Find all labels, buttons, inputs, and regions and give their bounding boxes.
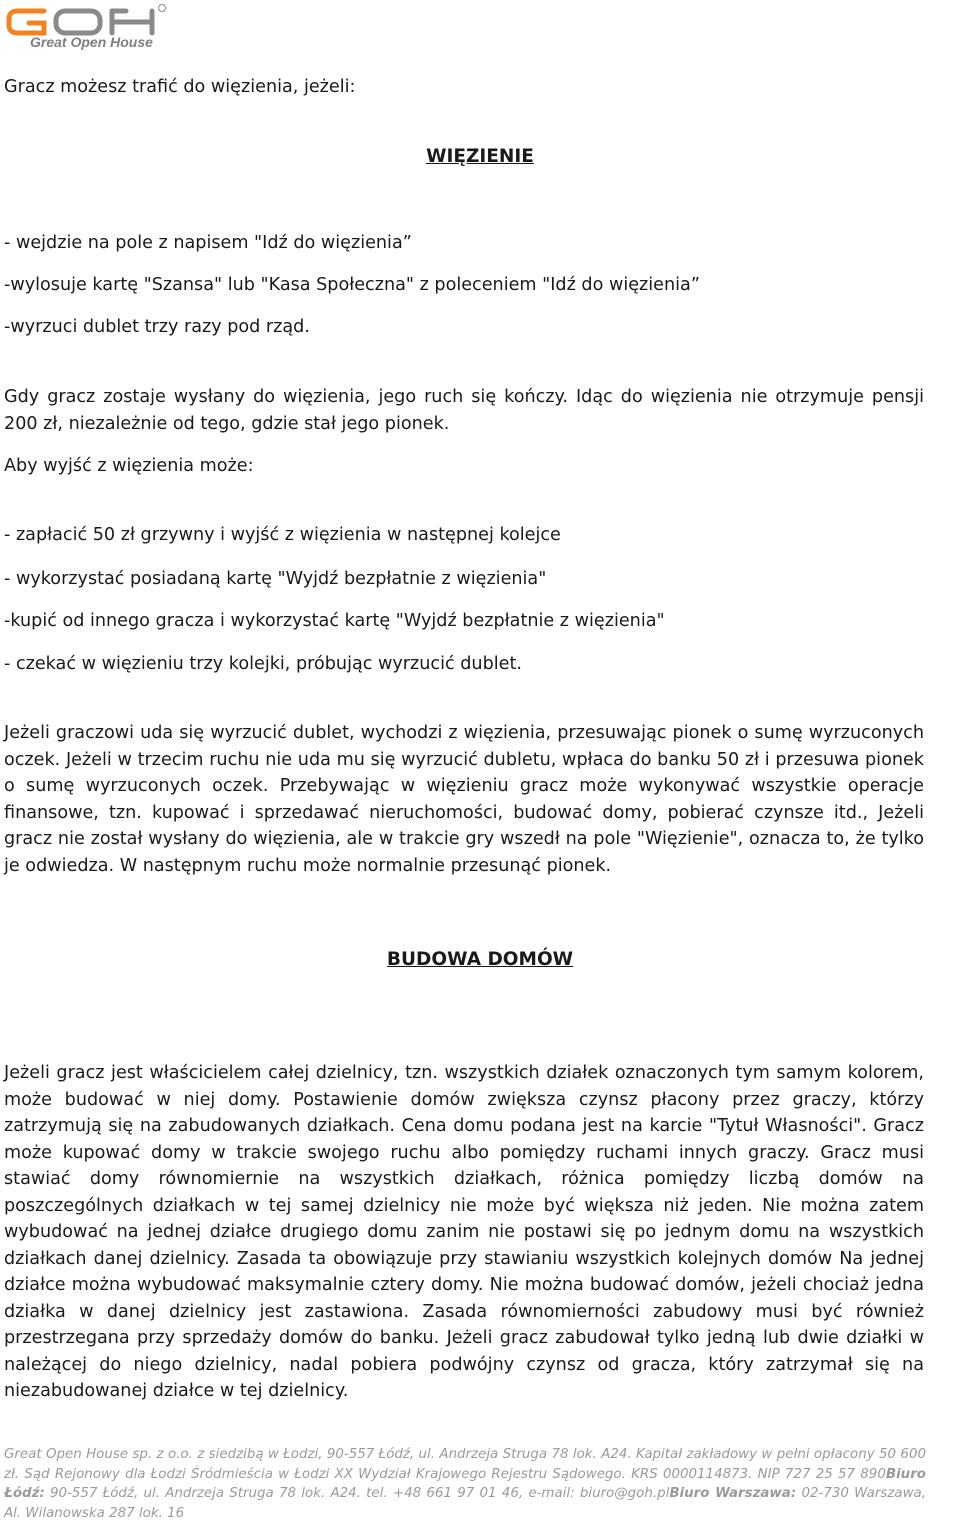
footer-company: Great Open House sp. z o.o. z siedzibą w Łodzi, 90-557 Łódź, ul. Andrzeja Struga 78 lok. A24. Kapitał zakładowy w pełni opłacony 50 600 zł. Sąd Rejonowy dla Łodzi Śródmieścia w Łodzi XX Wydział Krajowego Rejestru Sądowego. KRS 0000114873. NIP 727 25 57 890 bbox=[4, 1447, 926, 1482]
footer-lodz-label: Biuro Łódź: bbox=[4, 1466, 926, 1501]
exit-option-1: - zapłacić 50 zł grzywny i wyjść z więzienia w następnej kolejce bbox=[4, 525, 561, 545]
exit-intro: Aby wyjść z więzienia może: bbox=[4, 456, 254, 476]
jail-condition-1: - wejdzie na pole z napisem "Idź do więzienia” bbox=[4, 233, 412, 253]
intro-text: Gracz możesz trafić do więzienia, jeżeli: bbox=[4, 77, 356, 97]
heading-budowa-domow: BUDOWA DOMÓW bbox=[386, 949, 574, 970]
exit-option-4: - czekać w więzieniu trzy kolejki, próbując wyrzucić dublet. bbox=[4, 654, 522, 674]
jail-paragraph-2: Jeżeli graczowi uda się wyrzucić dublet, wychodzi z więzienia, przesuwając pionek o sumę wyrzuconych oczek. Jeżeli w trzecim ruchu nie uda mu się wyrzucić dubletu, wpłaca do banku 50 zł i przesuwa pionek o sumę wyrzuconych oczek. Przebywając w więzieniu gracz może wykonywać wszystkie operacje finansowe, tzn. kupować i sprzedawać nieruchomości, budować domy, pobierać czynsze itd., Jeżeli gracz nie został wysłany do więzienia, ale w trakcie gry wszedł na pole "Więzienie", oznacza to, że tylko je odwiedza. W następnym ruchu może normalnie przesunąć pionek. bbox=[4, 723, 924, 876]
footer-warsaw-label: Biuro Warszawa: bbox=[669, 1486, 797, 1501]
jail-condition-3: -wyrzuci dublet trzy razy pod rząd. bbox=[4, 317, 310, 337]
footer-warsaw-address: 02-730 Warszawa, Al. Wilanowska 287 lok. 16 bbox=[4, 1486, 926, 1521]
jail-condition-2: -wylosuje kartę "Szansa" lub "Kasa Społeczna" z poleceniem "Idź do więzienia” bbox=[4, 275, 700, 295]
heading-wiezienie: WIĘZIENIE bbox=[426, 146, 534, 167]
exit-option-3: -kupić od innego gracza i wykorzystać kartę "Wyjdź bezpłatnie z więzienia" bbox=[4, 611, 665, 631]
exit-option-2: - wykorzystać posiadaną kartę "Wyjdź bezpłatnie z więzienia" bbox=[4, 569, 547, 589]
goh-logo bbox=[4, 2, 194, 50]
logo-tagline: Great Open House bbox=[30, 34, 153, 50]
footer-company-info bbox=[4, 1445, 926, 1523]
footer-lodz-address: 90-557 Łódź, ul. Andrzeja Struga 78 lok. A24. tel. +48 661 97 01 46, e-mail: biuro@goh.pl bbox=[44, 1486, 670, 1501]
jail-paragraph-1: Gdy gracz zostaje wysłany do więzienia, jego ruch się kończy. Idąc do więzienia nie otrzymuje pensji 200 zł, niezależnie od tego, gdzie stał jego pionek. bbox=[4, 387, 924, 434]
houses-paragraph: Jeżeli gracz jest właścicielem całej dzielnicy, tzn. wszystkich działek oznaczonych tym samym kolorem, może budować w niej domy. Postawienie domów zwiększa czynsz płacony przez graczy, którzy zatrzymują się na zabudowanych działkach. Cena domu podana jest na karcie "Tytuł Własności". Gracz może kupować domy w trakcie swojego ruchu albo pomiędzy ruchami innych graczy. Gracz musi stawiać domy równomiernie na wszystkich działkach, różnica pomiędzy liczbą domów na poszczególnych działkach w tej samej dzielnicy nie może być większa niż jeden. Nie można zatem wybudować na jednej działce drugiego domu zanim nie postawi się po jednym domu na wszystkich działkach danej dzielnicy. Zasada ta obowiązuje przy stawianiu wszystkich kolejnych domów Na jednej działce można wybudować maksymalnie cztery domy. Nie można budować domów, jeżeli chociaż jedna działka w danej dzielnicy jest zastawiona. Zasada równomierności zabudowy musi być również przestrzegana przy sprzedaży domów do banku. Jeżeli gracz zabudował tylko jedną lub dwie działki w należącej do niego dzielnicy, nadal pobiera podwójny czynsz od gracza, który zatrzymał się na niezabudowanej działce w tej dzielnicy. bbox=[4, 1063, 924, 1401]
